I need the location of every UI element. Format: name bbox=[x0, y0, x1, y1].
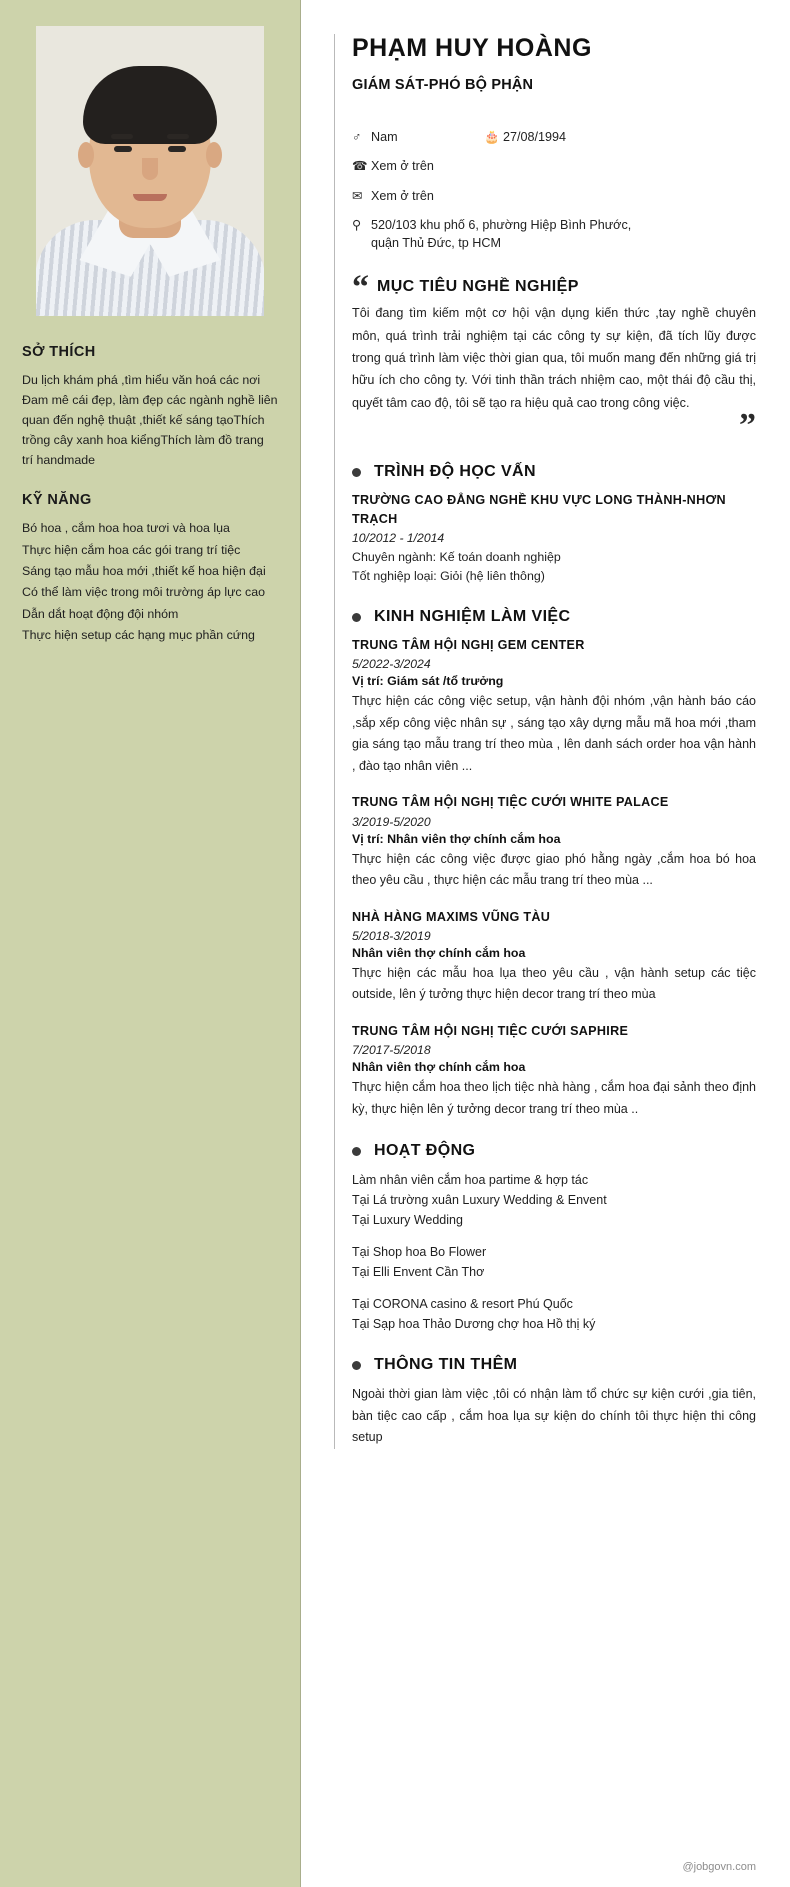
timeline-bullet-icon bbox=[352, 468, 361, 477]
quote-open-icon: “ bbox=[352, 268, 369, 306]
list-item: Bó hoa , cắm hoa hoa tươi và hoa lụa bbox=[22, 521, 230, 536]
education-major: Chuyên ngành: Kế toán doanh nghiệp bbox=[352, 549, 561, 564]
timeline-line bbox=[334, 34, 335, 1449]
skills-heading: KỸ NĂNG bbox=[22, 492, 92, 509]
education-entry bbox=[352, 491, 756, 586]
section-education bbox=[352, 463, 756, 586]
activity-line: Tại Luxury Wedding bbox=[352, 1213, 463, 1228]
activity-line: Tại Shop hoa Bo Flower bbox=[352, 1245, 487, 1260]
contact-address bbox=[352, 217, 631, 252]
education-date: 10/2012 - 1/2014 bbox=[352, 530, 445, 545]
experience-description: Thực hiện các mẫu hoa lụa theo yêu cầu , vận hành setup các tiệc outside, lên ý tưởng thực hiện decor trang trí theo mùa bbox=[352, 965, 756, 1002]
list-item: Thực hiện cắm hoa các gói trang trí tiệc bbox=[22, 542, 241, 557]
job-title: GIÁM SÁT-PHÓ BỘ PHẬN bbox=[352, 77, 534, 93]
activity-group bbox=[352, 1294, 756, 1334]
list-item: Dẫn dắt hoạt động đội nhóm bbox=[22, 606, 179, 621]
phone-icon: ☎ bbox=[352, 159, 368, 174]
main-content bbox=[300, 0, 790, 1887]
activity-line: Tại Lá trường xuân Luxury Wedding & Envent bbox=[352, 1193, 607, 1208]
experience-date: 5/2018-3/2019 bbox=[352, 928, 431, 943]
school-name: TRƯỜNG CAO ĐẲNG NGHỀ KHU VỰC LONG THÀNH-NHƠN TRẠCH bbox=[352, 493, 726, 526]
experience-position: Vị trí: Nhân viên thợ chính cắm hoa bbox=[352, 831, 561, 846]
experience-entry bbox=[352, 908, 756, 1006]
experience-entry bbox=[352, 793, 756, 891]
company-name: NHÀ HÀNG MAXIMS VŨNG TÀU bbox=[352, 909, 551, 924]
timeline-bullet-icon bbox=[352, 1361, 361, 1370]
company-name: TRUNG TÂM HỘI NGHỊ TIỆC CƯỚI SAPHIRE bbox=[352, 1023, 629, 1038]
interests-heading: SỞ THÍCH bbox=[22, 344, 96, 360]
section-additional-info bbox=[352, 1356, 756, 1449]
activity-line: Tại Elli Envent Cần Thơ bbox=[352, 1265, 485, 1280]
cake-icon: 🎂 bbox=[484, 130, 500, 144]
profile-photo bbox=[36, 26, 264, 316]
experience-date: 5/2022-3/2024 bbox=[352, 657, 431, 672]
activity-line: Làm nhân viên cắm hoa partime & hợp tác bbox=[352, 1173, 589, 1188]
experience-description: Thực hiện cắm hoa theo lịch tiệc nhà hàng , cắm hoa đại sảnh theo định kỳ, thực hiện lên ý tưởng decor trang trí theo mùa .. bbox=[352, 1080, 756, 1116]
additional-text: Ngoài thời gian làm việc ,tôi có nhận làm tổ chức sự kiện cưới ,gia tiên, bàn tiệc cao cấp , cắm hoa lụa sự kiện do chính tôi thực hiện thi công setup bbox=[352, 1387, 756, 1445]
watermark: @jobgovn.com bbox=[682, 1861, 756, 1873]
experience-description: Thực hiện các công việc được giao phó hằng ngày ,cắm hoa bó hoa theo yêu cầu , thực hiện các mẫu trang trí theo mùa ... bbox=[352, 851, 756, 888]
company-name: TRUNG TÂM HỘI NGHỊ TIỆC CƯỚI WHITE PALACE bbox=[352, 795, 669, 810]
address-line-1: 520/103 khu phố 6, phường Hiệp Bình Phước, bbox=[371, 218, 632, 233]
contact-phone bbox=[352, 158, 434, 175]
list-item: Thực hiện setup các hạng mục phần cứng bbox=[22, 628, 255, 643]
experience-entry bbox=[352, 636, 756, 777]
section-experience bbox=[352, 608, 756, 1120]
list-item: Có thể làm việc trong môi trường áp lực cao bbox=[22, 585, 266, 600]
gender-value: Nam bbox=[371, 130, 398, 144]
phone-value: Xem ở trên bbox=[371, 159, 434, 174]
experience-position: Nhân viên thợ chính cắm hoa bbox=[352, 945, 526, 960]
activity-line: Tại CORONA casino & resort Phú Quốc bbox=[352, 1297, 573, 1312]
contact-gender bbox=[352, 129, 484, 146]
experience-description: Thực hiện các công việc setup, vận hành đội nhóm ,vận hành báo cáo ,sắp xếp công việc nhân sự , sáng tạo xây dựng mẫu mã hoa mới ,tham gia sáng tạo mẫu trang trí theo mùa , lên danh sách order hoa vận hành , đào tạo nhân viên ... bbox=[352, 694, 756, 773]
section-activities bbox=[352, 1142, 756, 1334]
experience-entry bbox=[352, 1022, 756, 1120]
activity-group bbox=[352, 1242, 756, 1282]
education-result: Tốt nghiệp loại: Giỏi (hệ liên thông) bbox=[352, 569, 545, 584]
skills-list bbox=[22, 518, 278, 646]
experience-date: 3/2019-5/2020 bbox=[352, 814, 431, 829]
timeline-bullet-icon bbox=[352, 1147, 361, 1156]
page-title: PHẠM HUY HOÀNG bbox=[352, 34, 592, 62]
objective-text: Tôi đang tìm kiếm một cơ hội vận dụng kiến thức ,tay nghề chuyên môn, quá trình trải nghiệm tại các công ty sự kiện, đã tích lũy được trong quá trình làm việc thời gian qua, tôi muốn mang đến những giá trị hữu ích cho công ty. Với tinh thần trách nhiệm cao, một thái độ cầu thị, quyết tâm cao độ, tôi sẽ tạo ra hiệu quả cao trong công việc. bbox=[352, 306, 756, 410]
experience-heading: KINH NGHIỆM LÀM VIỆC bbox=[352, 608, 756, 626]
timeline-bullet-icon bbox=[352, 613, 361, 622]
experience-position: Nhân viên thợ chính cắm hoa bbox=[352, 1060, 526, 1075]
email-value: Xem ở trên bbox=[371, 188, 434, 203]
company-name: TRUNG TÂM HỘI NGHỊ GEM CENTER bbox=[352, 638, 585, 653]
location-pin-icon: ⚲ bbox=[352, 218, 362, 233]
experience-position: Vị trí: Giám sát /tổ trưởng bbox=[352, 674, 504, 689]
activity-group bbox=[352, 1170, 756, 1230]
sidebar bbox=[0, 0, 300, 1887]
additional-heading: THÔNG TIN THÊM bbox=[352, 1356, 756, 1374]
activities-heading: HOẠT ĐỘNG bbox=[352, 1142, 756, 1160]
section-objective bbox=[352, 268, 756, 445]
experience-date: 7/2017-5/2018 bbox=[352, 1043, 431, 1058]
list-item: Sáng tạo mẫu hoa mới ,thiết kế hoa hiện đại bbox=[22, 564, 266, 579]
objective-heading: MỤC TIÊU NGHỀ NGHIỆP bbox=[377, 277, 579, 295]
portrait-illustration bbox=[36, 26, 264, 316]
quote-close-icon: ” bbox=[739, 407, 756, 445]
gender-icon: ♂ bbox=[352, 130, 362, 144]
contact-email bbox=[352, 188, 434, 205]
email-icon: ✉ bbox=[352, 188, 363, 203]
contact-block bbox=[352, 129, 756, 252]
birthday-value: 27/08/1994 bbox=[503, 130, 567, 144]
education-heading: TRÌNH ĐỘ HỌC VẤN bbox=[352, 463, 756, 481]
interests-text: Du lịch khám phá ,tìm hiểu văn hoá các nơi Đam mê cái đẹp, làm đẹp các ngành nghề liên quan đến nghệ thuật ,thiết kế sáng tạoThích trồng cây xanh hoa kiểngThích làm đồ trang trí handmade bbox=[22, 373, 278, 468]
address-line-2: quận Thủ Đức, tp HCM bbox=[371, 235, 501, 250]
contact-birthday bbox=[484, 129, 566, 146]
activity-line: Tại Sạp hoa Thảo Dương chợ hoa Hồ thị ký bbox=[352, 1317, 596, 1332]
